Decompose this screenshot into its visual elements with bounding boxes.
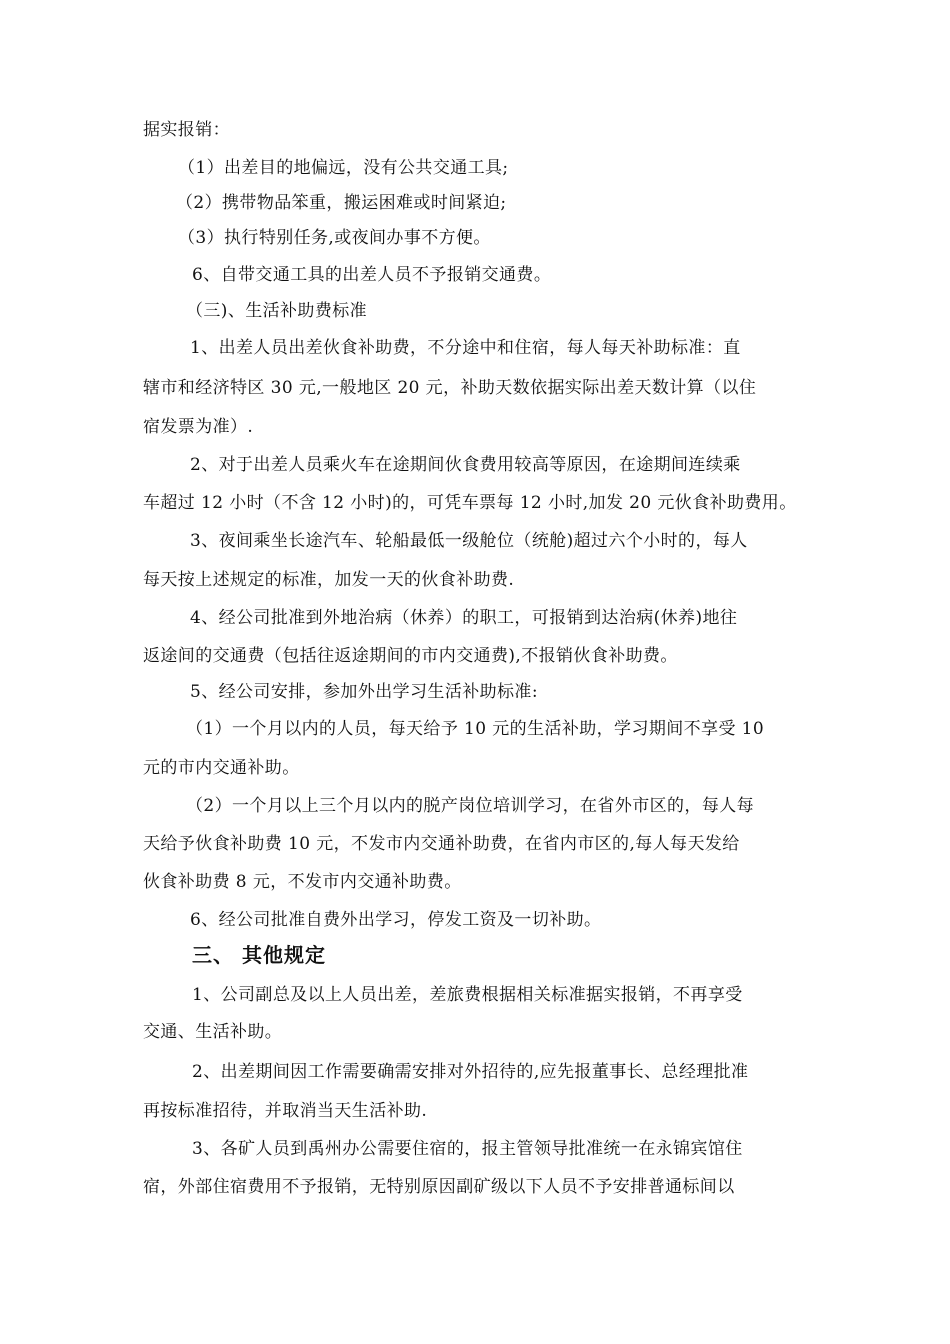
text-line: 3、各矿人员到禹州办公需要住宿的，报主管领导批准统一在永锦宾馆住 <box>192 1139 743 1159</box>
text-line: （1）出差目的地偏远，没有公共交通工具; <box>178 158 509 178</box>
text-line: （2）携带物品笨重，搬运困难或时间紧迫; <box>176 193 507 213</box>
section-subheading: （三)、生活补助费标准 <box>186 301 368 321</box>
text-line: 2、出差期间因工作需要确需安排对外招待的,应先报董事长、总经理批准 <box>192 1062 749 1082</box>
text-line: 返途间的交通费（包括往返途期间的市内交通费),不报销伙食补助费。 <box>143 646 678 666</box>
text-line: 每天按上述规定的标准，加发一天的伙食补助费. <box>143 570 515 590</box>
text-line: （3）执行特别任务,或夜间办事不方便。 <box>178 228 491 248</box>
text-line: 据实报销： <box>143 120 230 140</box>
text-line: 6、经公司批准自费外出学习，停发工资及一切补助。 <box>190 910 602 930</box>
text-line: 6、自带交通工具的出差人员不予报销交通费。 <box>192 265 552 285</box>
text-line: 1、公司副总及以上人员出差，差旅费根据相关标准据实报销，不再享受 <box>192 985 743 1005</box>
text-line: 5、经公司安排，参加外出学习生活补助标准: <box>190 682 538 702</box>
text-line: 辖市和经济特区 30 元,一般地区 20 元，补助天数依据实际出差天数计算（以住 <box>143 378 757 398</box>
text-line: 宿发票为准）. <box>143 417 254 437</box>
text-line: 再按标准招待，并取消当天生活补助. <box>143 1101 428 1121</box>
text-line: 1、出差人员出差伙食补助费，不分途中和住宿，每人每天补助标准：直 <box>190 338 741 358</box>
section-heading: 三、 其他规定 <box>192 943 326 967</box>
text-line: 元的市内交通补助。 <box>143 758 300 778</box>
text-line: 4、经公司批准到外地治病（休养）的职工，可报销到达治病(休养)地往 <box>190 608 738 628</box>
text-line: 车超过 12 小时（不含 12 小时)的，可凭车票每 12 小时,加发 20 元伙食补助费用。 <box>143 493 797 513</box>
text-line: 宿，外部住宿费用不予报销，无特别原因副矿级以下人员不予安排普通标间以 <box>143 1177 735 1197</box>
text-line: 交通、生活补助。 <box>143 1022 283 1042</box>
text-line: （2）一个月以上三个月以内的脱产岗位培训学习，在省外市区的，每人每 <box>186 796 755 816</box>
text-line: （1）一个月以内的人员，每天给予 10 元的生活补助，学习期间不享受 10 <box>186 719 765 739</box>
text-line: 3、夜间乘坐长途汽车、轮船最低一级舱位（统舱)超过六个小时的，每人 <box>190 531 748 551</box>
text-line: 2、对于出差人员乘火车在途期间伙食费用较高等原因，在途期间连续乘 <box>190 455 741 475</box>
text-line: 天给予伙食补助费 10 元，不发市内交通补助费，在省内市区的,每人每天发给 <box>143 834 740 854</box>
text-line: 伙食补助费 8 元，不发市内交通补助费。 <box>143 872 462 892</box>
